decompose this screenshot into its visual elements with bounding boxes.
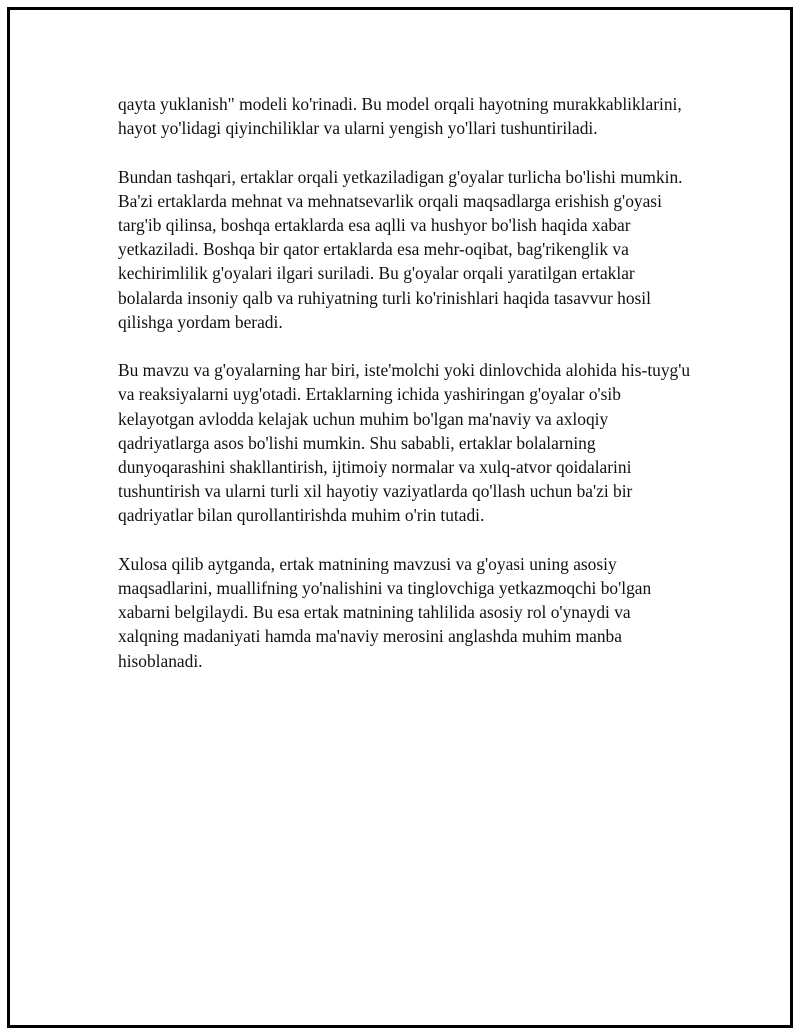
paragraph-1: qayta yuklanish" modeli ko'rinadi. Bu model orqali hayotning murakkabliklarini, hayot yo'lidagi qiyinchiliklar va ularni yengish yo'llari tushuntiriladi. xyxy=(118,94,682,139)
paragraph-4: Xulosa qilib aytganda, ertak matnining mavzusi va g'oyasi uning asosiy maqsadlarini, muallifning yo'nalishini va tinglovchiga yetkazmoqchi bo'lgan xabarni belgilaydi. Bu esa ertak matnining tahlilida asosiy rol o'ynaydi va xalqning madaniyati hamda ma'naviy merosini anglashda muhim manba hisoblanadi. xyxy=(118,553,652,671)
paragraph-2: Bundan tashqari, ertaklar orqali yetkaziladigan g'oyalar turlicha bo'lishi mumkin. Ba'zi ertaklarda mehnat va mehnatsevarlik orqali maqsadlarga erishish g'oyasi targ'ib qilinsa, boshqa ertaklarda esa aqlli va hushyor bo'lish haqida xabar yetkaziladi. Boshqa bir qator ertaklarda esa mehr-oqibat, bag'rikenglik va kechirimlilik g'oyalari ilgari suriladi. Bu g'oyalar orqali yaratilgan ertaklar bolalarda insoniy qalb va ruhiyatning turli ko'rinishlari haqida tasavvur hosil qilishga yordam beradi. xyxy=(118,166,683,332)
paragraph-3: Bu mavzu va g'oyalarning har biri, iste'molchi yoki dinlovchida alohida his-tuyg'u va reaksiyalarni uyg'otadi. Ertaklarning ichida yashiringan g'oyalar o'sib kelayotgan avlodda kelajak uchun muhim bo'lgan ma'naviy va axloqiy qadriyatlarga asos bo'lishi mumkin. Shu sababli, ertaklar bolalarning dunyoqarashini shakllantirish, ijtimoiy normalar va xulq-atvor qoidalarini tushuntirish va ularni turli xil hayotiy vaziyatlarda qo'llash uchun ba'zi bir qadriyatlar bilan qurollantirishda muhim o'rin tutadi. xyxy=(118,360,691,526)
document-body xyxy=(118,92,693,673)
